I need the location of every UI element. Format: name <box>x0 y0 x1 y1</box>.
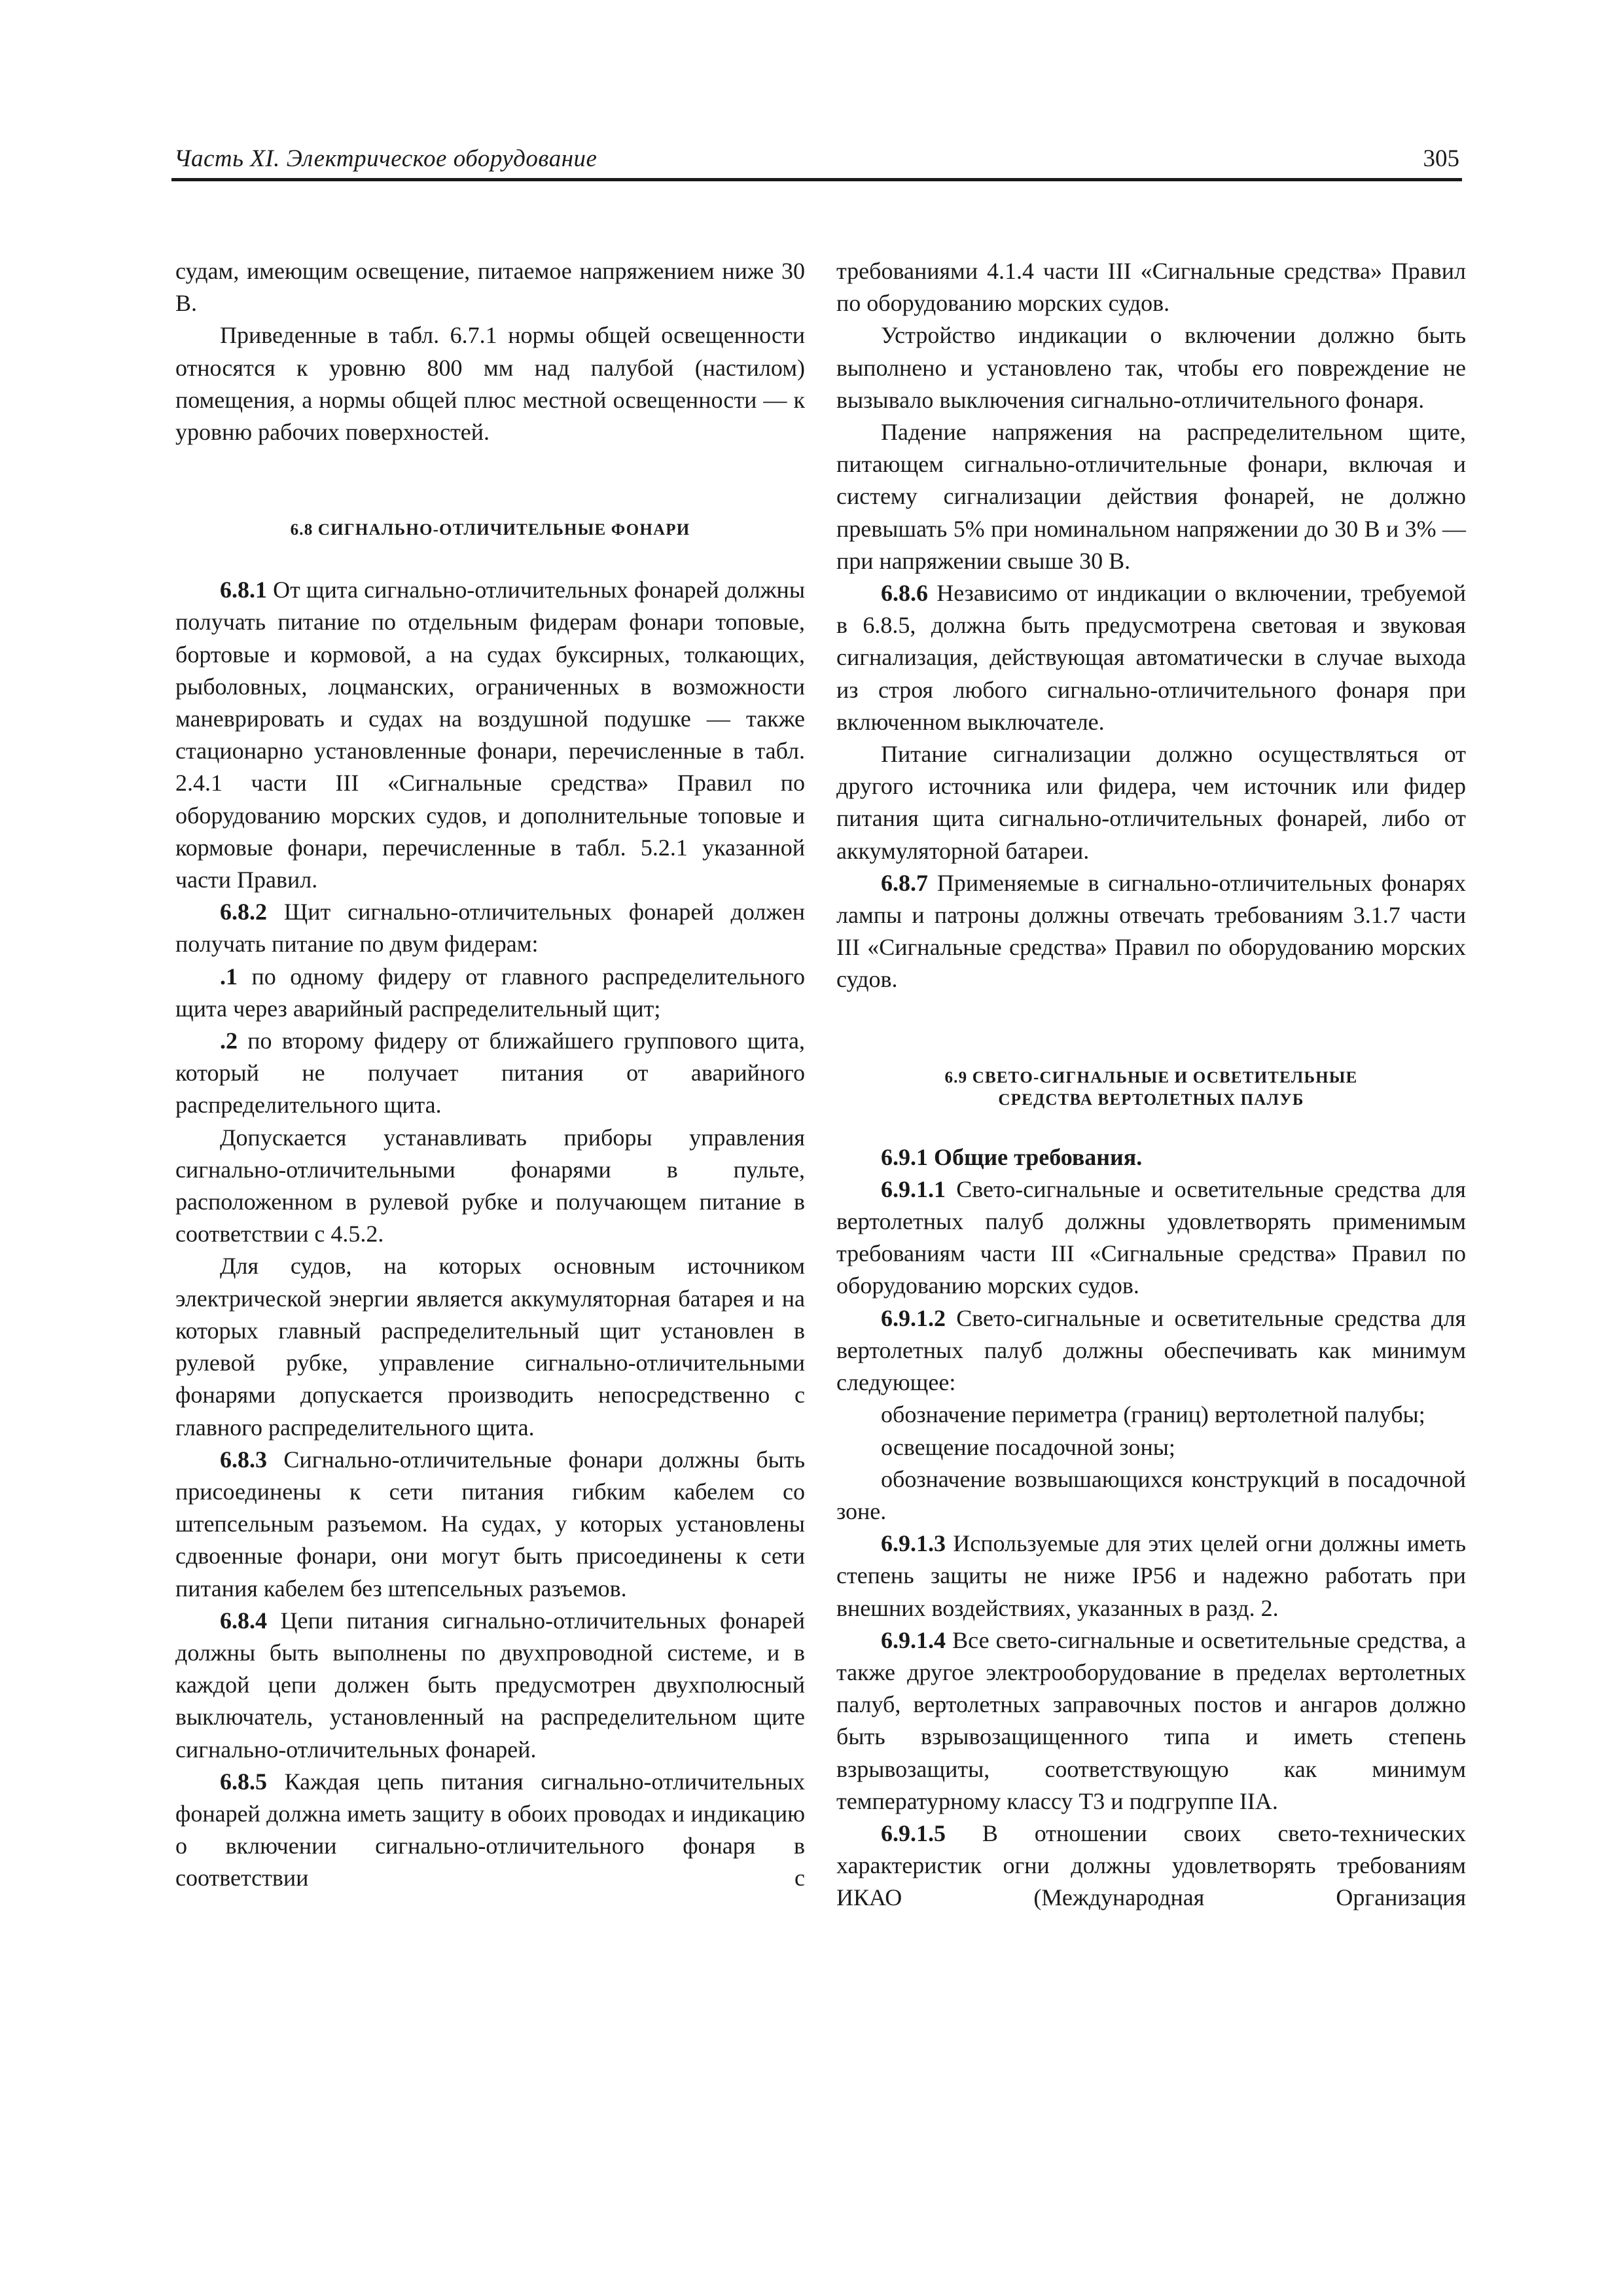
clause-number: 6.8.7 <box>881 869 928 896</box>
clause-6-9-1-2: 6.9.1.2 Свето-сигнальные и осветительные средства для вертолетных палуб должны обеспечивать как минимум следующее: <box>836 1304 1466 1396</box>
clause-6-8-2: 6.8.2 Щит сигнально-отличительных фонарей должен получать питание по двум фидерам: <box>175 899 805 958</box>
list-item: освещение посадочной зоны; <box>881 1433 1175 1460</box>
clause-6-9-1-4: 6.9.1.4 Все свето-сигнальные и осветительные средства, а также другое электрооборудование в пределах вертолетных палуб, вертолетных заправочных постов и ангаров должно быть взрывозащищенного типа и иметь степень взрывозащиты, соответствующую как минимум температурному классу Т3 и подгруппе IIA. <box>836 1626 1466 1814</box>
clause-6-9-1-1: 6.9.1.1 Свето-сигнальные и осветительные средства для вертолетных палуб должны удовлетворять применимым требованиям части III «Сигнальные средства» Правил по оборудованию морских судов. <box>836 1175 1466 1299</box>
subsection-heading-6-9-1: 6.9.1 Общие требования. <box>881 1143 1143 1170</box>
clause-6-8-4: 6.8.4 Цепи питания сигнально-отличительных фонарей должны быть выполнены по двухпроводной системе, и в каждой цепи должен быть предусмотрен двухполюсный выключатель, установленный на распределительном щите сигнально-отличительных фонарей. <box>175 1607 805 1763</box>
section-heading-6-8: 6.8 СИГНАЛЬНО-ОТЛИЧИТЕЛЬНЫЕ ФОНАРИ <box>290 521 690 539</box>
paragraph: Падение напряжения на распределительном щите, питающем сигнально-отличительные фонари, включая и систему сигнализации действия фонарей, не должно превышать 5% при номинальном напряжении до 30 В и 3% — при напряжении свыше 30 В. <box>836 419 1466 574</box>
clause-number: 6.9.1.2 <box>881 1304 946 1331</box>
list-item: .1 по одному фидеру от главного распределительного щита через аварийный распределительный щит; <box>175 963 805 1022</box>
running-header <box>171 145 1462 181</box>
clause-number: 6.9.1.5 <box>881 1820 946 1846</box>
clause-number: 6.8.5 <box>220 1768 267 1795</box>
list-item: обозначение периметра (границ) вертолетной палубы; <box>881 1401 1425 1428</box>
list-number: .2 <box>220 1028 238 1054</box>
clause-6-8-3: 6.8.3 Сигнально-отличительные фонари должны быть присоединены к сети питания гибким кабелем со штепсельным разъемом. На судах, у которых установлены сдвоенные фонари, они могут быть присоединены к сети питания кабелем без штепсельных разъемов. <box>175 1446 805 1602</box>
paragraph: требованиями 4.1.4 части III «Сигнальные средства» Правил по оборудованию морских судов. <box>836 258 1466 317</box>
list-item: .2 по второму фидеру от ближайшего группового щита, который не получает питания от аварийного распределительного щита. <box>175 1028 805 1119</box>
section-heading-6-9: 6.9 СВЕТО-СИГНАЛЬНЫЕ И ОСВЕТИТЕЛЬНЫЕ СРЕДСТВА ВЕРТОЛЕТНЫХ ПАЛУБ <box>944 1068 1358 1109</box>
clause-number: 6.8.4 <box>220 1607 267 1634</box>
clause-6-9-1-5: 6.9.1.5 В отношении своих свето-технических характеристик огни должны удовлетворять требованиям ИКАО (Международная Организация <box>836 1820 1466 1911</box>
clause-6-8-7: 6.8.7 Применяемые в сигнально-отличительных фонарях лампы и патроны должны отвечать требованиям 3.1.7 части III «Сигнальные средства» Правил по оборудованию морских судов. <box>836 869 1466 993</box>
clause-number: 6.9.1.3 <box>881 1530 946 1557</box>
paragraph: судам, имеющим освещение, питаемое напряжением ниже 30 В. <box>175 258 805 317</box>
paragraph: Устройство индикации о включении должно быть выполнено и установлено так, чтобы его повреждение не вызывало выключения сигнально-отличительного фонаря. <box>836 322 1466 413</box>
paragraph: Для судов, на которых основным источником электрической энергии является аккумуляторная батарея и на которых главный распределительный щит установлен в рулевой рубке, управление сигнально-отличительными фонарями допускается производить непосредственно с главного распределительного щита. <box>175 1253 805 1441</box>
clause-number: 6.8.3 <box>220 1446 267 1473</box>
clause-6-8-6: 6.8.6 Независимо от индикации о включении, требуемой в 6.8.5, должна быть предусмотрена световая и звуковая сигнализация, действующая автоматически в случае выхода из строя любого сигнально-отличительного фонаря при включенном выключателе. <box>836 580 1466 735</box>
clause-number: 6.8.2 <box>220 899 267 925</box>
clause-number: 6.8.6 <box>881 580 928 607</box>
clause-number: 6.9.1.1 <box>881 1175 946 1202</box>
left-column <box>175 255 805 1895</box>
clause-number: 6.9.1.4 <box>881 1626 946 1653</box>
list-item: обозначение возвышающихся конструкций в посадочной зоне. <box>836 1465 1466 1524</box>
clause-6-9-1-3: 6.9.1.3 Используемые для этих целей огни должны иметь степень защиты не ниже IP56 и надежно работать при внешних воздействиях, указанных в разд. 2. <box>836 1530 1466 1621</box>
clause-6-8-5: 6.8.5 Каждая цепь питания сигнально-отличительных фонарей должна иметь защиту в обоих проводах и индикацию о включении сигнально-отличительного фонаря в соответствии с <box>175 1768 805 1892</box>
right-column <box>836 255 1466 1914</box>
paragraph: Допускается устанавливать приборы управления сигнально-отличительными фонарями в пульте, расположенном в рулевой рубке и получающем питание в соответствии с 4.5.2. <box>175 1124 805 1247</box>
header-title: Часть XI. Электрическое оборудование <box>174 145 597 172</box>
list-number: .1 <box>220 963 238 990</box>
clause-6-8-1: 6.8.1 От щита сигнально-отличительных фонарей должны получать питание по отдельным фидерам фонари топовые, бортовые и кормовой, а на судах буксирных, толкающих, рыболовных, лоцманских, ограниченных в возможности маневрировать и судах на воздушной подушке — также стационарно установленные фонари, перечисленные в табл. 2.4.1 части III «Сигнальные средства» Правил по оборудованию морских судов, и дополнительные топовые и кормовые фонари, перечисленные в табл. 5.2.1 указанной части Правил. <box>175 577 805 893</box>
page-number: 305 <box>1423 145 1459 172</box>
paragraph: Питание сигнализации должно осуществляться от другого источника или фидера, чем источник или фидер питания щита сигнально-отличительных фонарей, либо от аккумуляторной батареи. <box>836 741 1466 864</box>
paragraph: Приведенные в табл. 6.7.1 нормы общей освещенности относятся к уровню 800 мм над палубой (настилом) помещения, а нормы общей плюс местной освещенности — к уровню рабочих поверхностей. <box>175 322 805 446</box>
clause-number: 6.8.1 <box>220 577 267 603</box>
